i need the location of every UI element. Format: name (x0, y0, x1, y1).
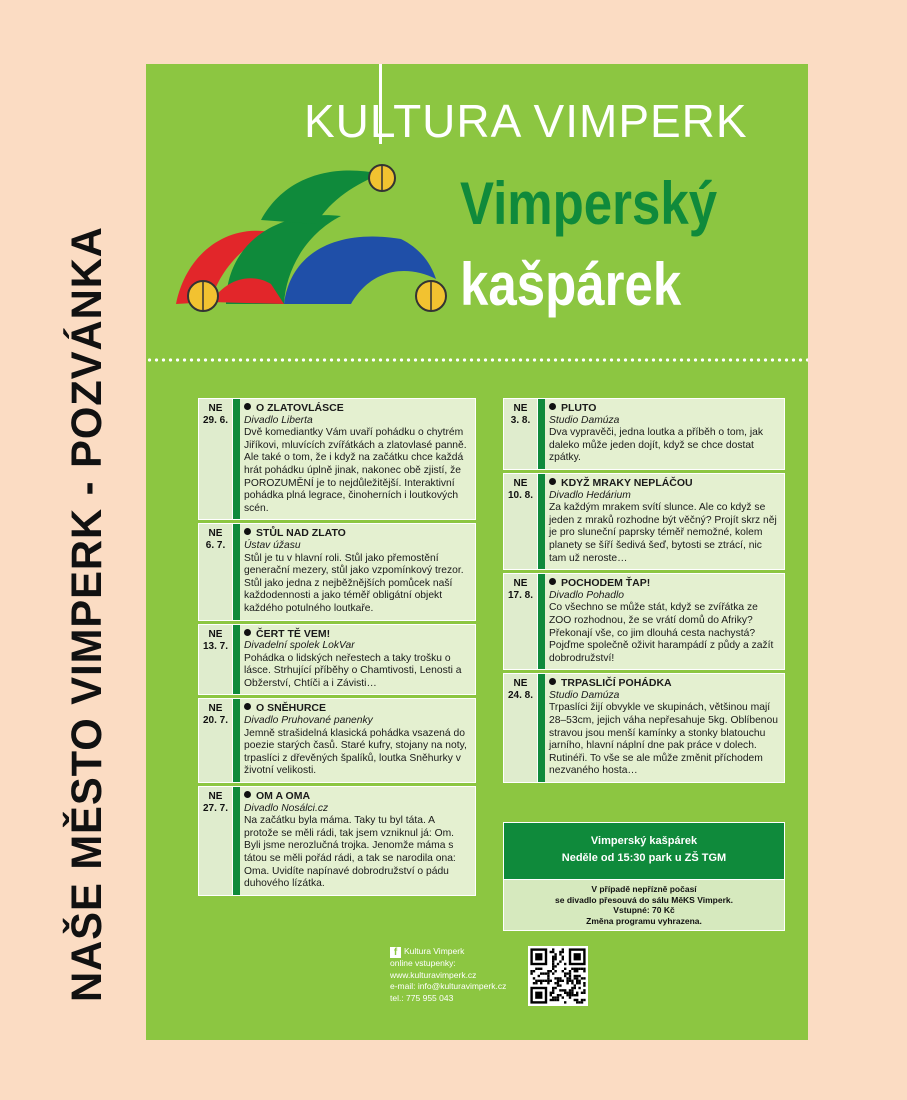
poster (146, 64, 808, 1040)
info-note-4: Změna programu vyhrazena. (586, 915, 702, 926)
event-row (503, 398, 785, 470)
event-date (504, 399, 538, 469)
event-row (198, 624, 476, 696)
event-description: Co všechno se může stát, když se zvířátka ze ZOO rozhodnou, že se vrátí domů do Afriky? Překonají vše, co jim dlouhá cesta nachystá? Pojďme společně oživit harampádí z půdy a zažít dobrodružství! (549, 602, 774, 664)
event-accent-bar (538, 399, 545, 469)
info-line-1: Vimperský kašpárek (590, 835, 698, 847)
event-row (503, 473, 785, 570)
side-title: NAŠE MĚSTO VIMPERK - POZVÁNKA (63, 226, 111, 1002)
event-company: Divadlo Pruhované panenky (244, 715, 373, 727)
event-accent-bar (233, 524, 240, 619)
event-body (240, 625, 475, 695)
event-date (199, 699, 233, 782)
event-title (549, 477, 780, 490)
events-left-column (198, 398, 476, 899)
bullet-icon (244, 528, 251, 535)
event-date (504, 474, 538, 569)
info-box (503, 822, 785, 931)
event-day: NE (513, 477, 528, 489)
event-row (198, 398, 476, 520)
event-company: Studio Damúza (549, 414, 620, 426)
bullet-icon (549, 578, 556, 585)
event-company: Divadlo Nosálci.cz (244, 802, 329, 814)
event-day: NE (208, 403, 223, 414)
event-body (545, 399, 784, 469)
event-day: NE (208, 791, 223, 803)
event-title (549, 577, 780, 590)
event-company: Studio Damúza (549, 689, 620, 701)
info-line-2: Neděle od 15:30 park u ZŠ TGM (561, 852, 727, 864)
event-date-value: 24. 8. (507, 690, 534, 702)
event-description: Pohádka o lidských neřestech a taky trošku o lásce. Strhující příběhy o Chamtivosti, Lenosti a Obžerství, Chtíči a i Závisti… (244, 652, 462, 689)
info-note-3: Vstupné: 70 Kč (613, 905, 675, 915)
event-title (244, 790, 471, 803)
event-date-value: 6. 7. (205, 540, 226, 552)
events-right-column (503, 398, 785, 786)
event-date (504, 674, 538, 782)
bullet-icon (244, 403, 251, 410)
event-row (198, 523, 476, 620)
event-title-text: POCHODEM ŤAP! (561, 577, 651, 590)
event-row (503, 673, 785, 783)
event-title-text: O ZLATOVLÁSCE (256, 402, 344, 414)
event-date (504, 574, 538, 669)
title-line-1: Vimperský (460, 170, 718, 237)
event-title (244, 702, 471, 715)
bullet-icon (244, 791, 251, 798)
event-accent-bar (233, 399, 240, 519)
event-title (244, 527, 471, 540)
event-date-value: 3. 8. (510, 415, 531, 426)
event-day: NE (513, 403, 528, 414)
qr-code-icon[interactable] (528, 946, 588, 1006)
facebook-icon: f (390, 947, 401, 958)
footer-phone: tel.: 775 955 043 (390, 992, 454, 1003)
event-accent-bar (538, 674, 545, 782)
event-day: NE (208, 703, 223, 715)
info-note-2: se divadlo přesouvá do sálu MěKS Vimperk. (555, 894, 733, 905)
event-body (545, 474, 784, 569)
info-note-1: V případě nepřízně počasí (591, 884, 697, 894)
brand-name: KULTURA VIMPERK (304, 95, 748, 147)
event-date (199, 524, 233, 619)
info-notes (503, 880, 785, 931)
event-description: Trpaslíci žijí obvykle ve skupinách, většinou mají 28–53cm, jejich váha nepřesahuje 5kg. Oblíbenou stravou jsou menší kamínky a stonky blatouchu jarního, hlavní náplní dne pak práce v dolech. Rutinéři. To vše se ale může změnit příchodem nezvaného hosta… (549, 702, 778, 777)
event-day: NE (513, 578, 528, 590)
event-company: Divadelní spolek LokVar (244, 640, 355, 652)
event-accent-bar (233, 787, 240, 895)
event-row (198, 786, 476, 896)
event-body (240, 699, 475, 782)
event-description: Dva vypravěči, jedna loutka a příběh o tom, jak daleko může jeden dojít, když se chce dostat zpátky. (549, 427, 764, 464)
event-date-value: 20. 7. (202, 715, 229, 727)
footer-contacts (390, 946, 506, 1004)
event-accent-bar (538, 574, 545, 669)
event-description: Jemně strašidelná klasická pohádka vsazená do poezie starých časů. Staré kufry, stojany na noty, trpaslíci z dřevěných špalíků, loutka Sněhurky v životní velikosti. (244, 727, 467, 777)
event-body (545, 574, 784, 669)
bullet-icon (244, 629, 251, 636)
event-company: Divadlo Hedárium (549, 489, 631, 501)
footer-website[interactable]: www.kulturavimperk.cz (390, 969, 477, 980)
title-line-2: kašpárek (460, 251, 682, 318)
event-title-text: ČERT TĚ VEM! (256, 627, 331, 640)
event-title-text: KDYŽ MRAKY NEPLÁČOU (561, 476, 693, 489)
event-title (549, 677, 780, 690)
event-body (240, 787, 475, 895)
bullet-icon (549, 403, 556, 410)
event-body (240, 399, 475, 519)
event-day: NE (208, 628, 223, 640)
jester-hat-icon (166, 154, 456, 324)
event-title-text: OM A OMA (256, 790, 311, 803)
event-accent-bar (233, 699, 240, 782)
event-description: Na začátku byla máma. Taky tu byl táta. A protože se měli rádi, tak jsem vzniknul já: Om. Byli jsme nerozlučná trojka. Jenomže máma s tátou se měli pořád rádi, a tak se narodila ona: Oma. Uvidíte napínavé dobrodružství o pádu duhového lízátka. (244, 815, 456, 890)
bullet-icon (549, 678, 556, 685)
event-date-value: 13. 7. (202, 640, 229, 652)
event-title-text: PLUTO (561, 402, 597, 414)
event-title-text: O SNĚHURCE (256, 702, 327, 715)
event-description: Dvě komediantky Vám uvaří pohádku o chytrém Jiříkovi, mluvících zvířátkách a zlatovlasé panně. Ale také o tom, že i když na začátku chce každá hrát pohádku úplně jinak, nakonec obě zjistí, že POROZUMĚNÍ je to nejdůležitější. Interaktivní pohádka plná legrace, činoherních i loutkových scén. (244, 427, 467, 514)
event-company: Divadlo Pohadlo (549, 589, 624, 601)
event-date (199, 787, 233, 895)
event-row (503, 573, 785, 670)
event-date (199, 625, 233, 695)
event-description: Stůl je tu v hlavní roli. Stůl jako přemostění generační mezery, stůl jako vzpomínkový trezor. Stůl jako jedna z nejběžnějších pomůcek naší každodennosti a jako téměř obligátní objekt každého potulného loutkaře. (244, 552, 464, 614)
footer-line-1: online vstupenky: (390, 958, 456, 968)
event-title-text: STŮL NAD ZLATO (256, 527, 346, 540)
event-title (244, 402, 471, 415)
event-accent-bar (233, 625, 240, 695)
event-body (240, 524, 475, 619)
event-date (199, 399, 233, 519)
event-title-text: TRPASLIČÍ POHÁDKA (561, 677, 672, 690)
event-day: NE (513, 678, 528, 690)
event-company: Divadlo Liberta (244, 414, 313, 426)
event-date-value: 10. 8. (507, 489, 534, 501)
facebook-label[interactable]: Kultura Vimperk (404, 946, 465, 956)
event-date-value: 17. 8. (507, 590, 534, 602)
event-body (545, 674, 784, 782)
event-row (198, 698, 476, 783)
event-date-value: 29. 6. (202, 415, 229, 426)
event-description: Za každým mrakem svítí slunce. Ale co když se jeden z mraků rozhodne být věčný? Projít skrz něj je pro sluneční paprsky téměř nemožné, kolem planety se šíří šedivá šeď, bytosti se ztrácí, nic tam už neroste… (549, 502, 777, 564)
bullet-icon (549, 478, 556, 485)
event-date-value: 27. 7. (202, 803, 229, 815)
event-day: NE (208, 528, 223, 540)
bullet-icon (244, 703, 251, 710)
info-main (503, 822, 785, 880)
event-title (549, 402, 780, 415)
event-title (244, 628, 471, 641)
event-company: Ústav úžasu (244, 539, 301, 551)
dotted-divider (146, 358, 808, 362)
footer-email[interactable]: e-mail: info@kulturavimperk.cz (390, 981, 507, 991)
event-accent-bar (538, 474, 545, 569)
